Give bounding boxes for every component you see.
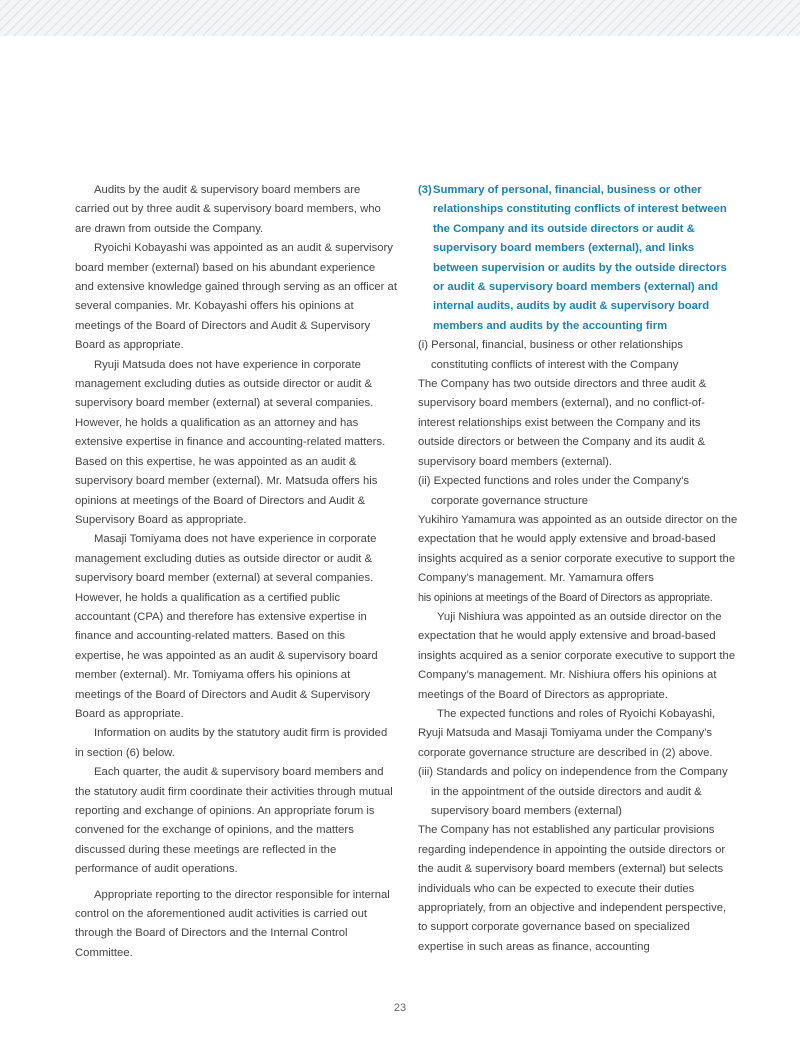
item-ii-external-members: The expected functions and roles of Ryoichi Kobayashi, Ryuji Matsuda and Masaji Tomiyama under the Company’s corporate governance structure are described in (2) above. bbox=[418, 707, 716, 759]
paragraph-audit-firm-info: Information on audits by the statutory audit firm is provided in section (6) below. bbox=[75, 727, 388, 759]
left-column bbox=[75, 181, 397, 963]
paragraph-kobayashi: Ryoichi Kobayashi was appointed as an audit & supervisory board member (external) based on his abundant experience and extensive knowledge gained through serving as an officer at several companies. Mr. Kobayashi offers his opinions at meetings of the Board of Directors and Audit & Supervisory Board as appropriate. bbox=[75, 242, 397, 352]
section-title: Summary of personal, financial, business or other relationships constituting conflicts of interest between the Company and its outside directors or audit & supervisory board members (external), and links between supervision or audits by the outside directors or audit & supervisory board members (external) and internal audits, audits by audit & supervisory board members and audits by the accounting firm bbox=[433, 184, 727, 332]
paragraph-internal-control-reporting: Appropriate reporting to the director responsible for internal control on the aforementioned audit activities is carried out through the Board of Directors and the Internal Control Committee. bbox=[75, 888, 390, 959]
item-ii-nishiura: Yuji Nishiura was appointed as an outside director on the expectation that he would apply extensive and broad-based insights acquired as a senior corporate executive to support the Company’s management. Mr. Nishiura offers his opinions at meetings of the Board of Directors as appropriate. bbox=[418, 610, 736, 701]
item-ii-yamamura-end: his opinions at meetings of the Board of Directors as appropriate. bbox=[418, 591, 713, 604]
section-number: (3) bbox=[418, 184, 432, 196]
paragraph-tomiyama: Masaji Tomiyama does not have experience in corporate management excluding duties as outside director or audit & supervisory board member (external) at several companies. However, he holds a qualification as a certified public accountant (CPA) and therefore has extensive expertise in finance and accounting-related matters. Based on this expertise, he was appointed as an audit & supervisory board member (external). Mr. Tomiyama offers his opinions at meetings of the Board of Directors and Audit & Supervisory Board as appropriate. bbox=[75, 533, 378, 720]
section-heading bbox=[418, 181, 738, 336]
item-i-title: (i) Personal, financial, business or other relationships constituting conflicts of interest with the Company bbox=[418, 339, 683, 371]
right-column bbox=[418, 181, 738, 957]
paragraph-quarterly-coordination: Each quarter, the audit & supervisory board members and the statutory audit firm coordinate their activities through mutual reporting and exchange of opinions. An appropriate forum is convened for the exchange of opinions, and the matters discussed during these meetings are reflected in the performance of audit operations. bbox=[75, 766, 393, 876]
item-iii-body: The Company has not established any particular provisions regarding independence in appointing the outside directors or the audit & supervisory board members (external) but selects individuals who can be expected to execute their duties appropriately, from an objective and independent perspective, to support corporate governance based on specialized expertise in such areas as finance, accounting bbox=[418, 824, 727, 953]
page-number: 23 bbox=[393, 1002, 407, 1014]
item-i-body: The Company has two outside directors and three audit & supervisory board members (external), and no conflict-of-interest relationships exist between the Company and its outside directors or between the Company and its audit & supervisory board members (external). bbox=[418, 378, 707, 468]
decorative-header-band bbox=[0, 0, 800, 36]
paragraph-audit-overview: Audits by the audit & supervisory board members are carried out by three audit & supervisory board members, who are drawn from outside the Company. bbox=[75, 184, 381, 235]
item-iii-title: (iii) Standards and policy on independence from the Company in the appointment of the outside directors and audit & supervisory board members (external) bbox=[418, 766, 728, 817]
item-ii-title: (ii) Expected functions and roles under the Company’s corporate governance structure bbox=[418, 475, 690, 507]
item-ii-yamamura: Yukihiro Yamamura was appointed as an outside director on the expectation that he would apply extensive and broad-based insights acquired as a senior corporate executive to support the Company’s management. Mr. Yamamura offers bbox=[418, 513, 738, 585]
paragraph-matsuda: Ryuji Matsuda does not have experience in corporate management excluding duties as outside director or audit & supervisory board member (external) at several companies. However, he holds a qualification as an attorney and has extensive expertise in finance and accounting-related matters. Based on this expertise, he was appointed as an audit & supervisory board member (external). Mr. Matsuda offers his opinions at meetings of the Board of Directors and Audit & Supervisory Board as appropriate. bbox=[75, 358, 386, 526]
